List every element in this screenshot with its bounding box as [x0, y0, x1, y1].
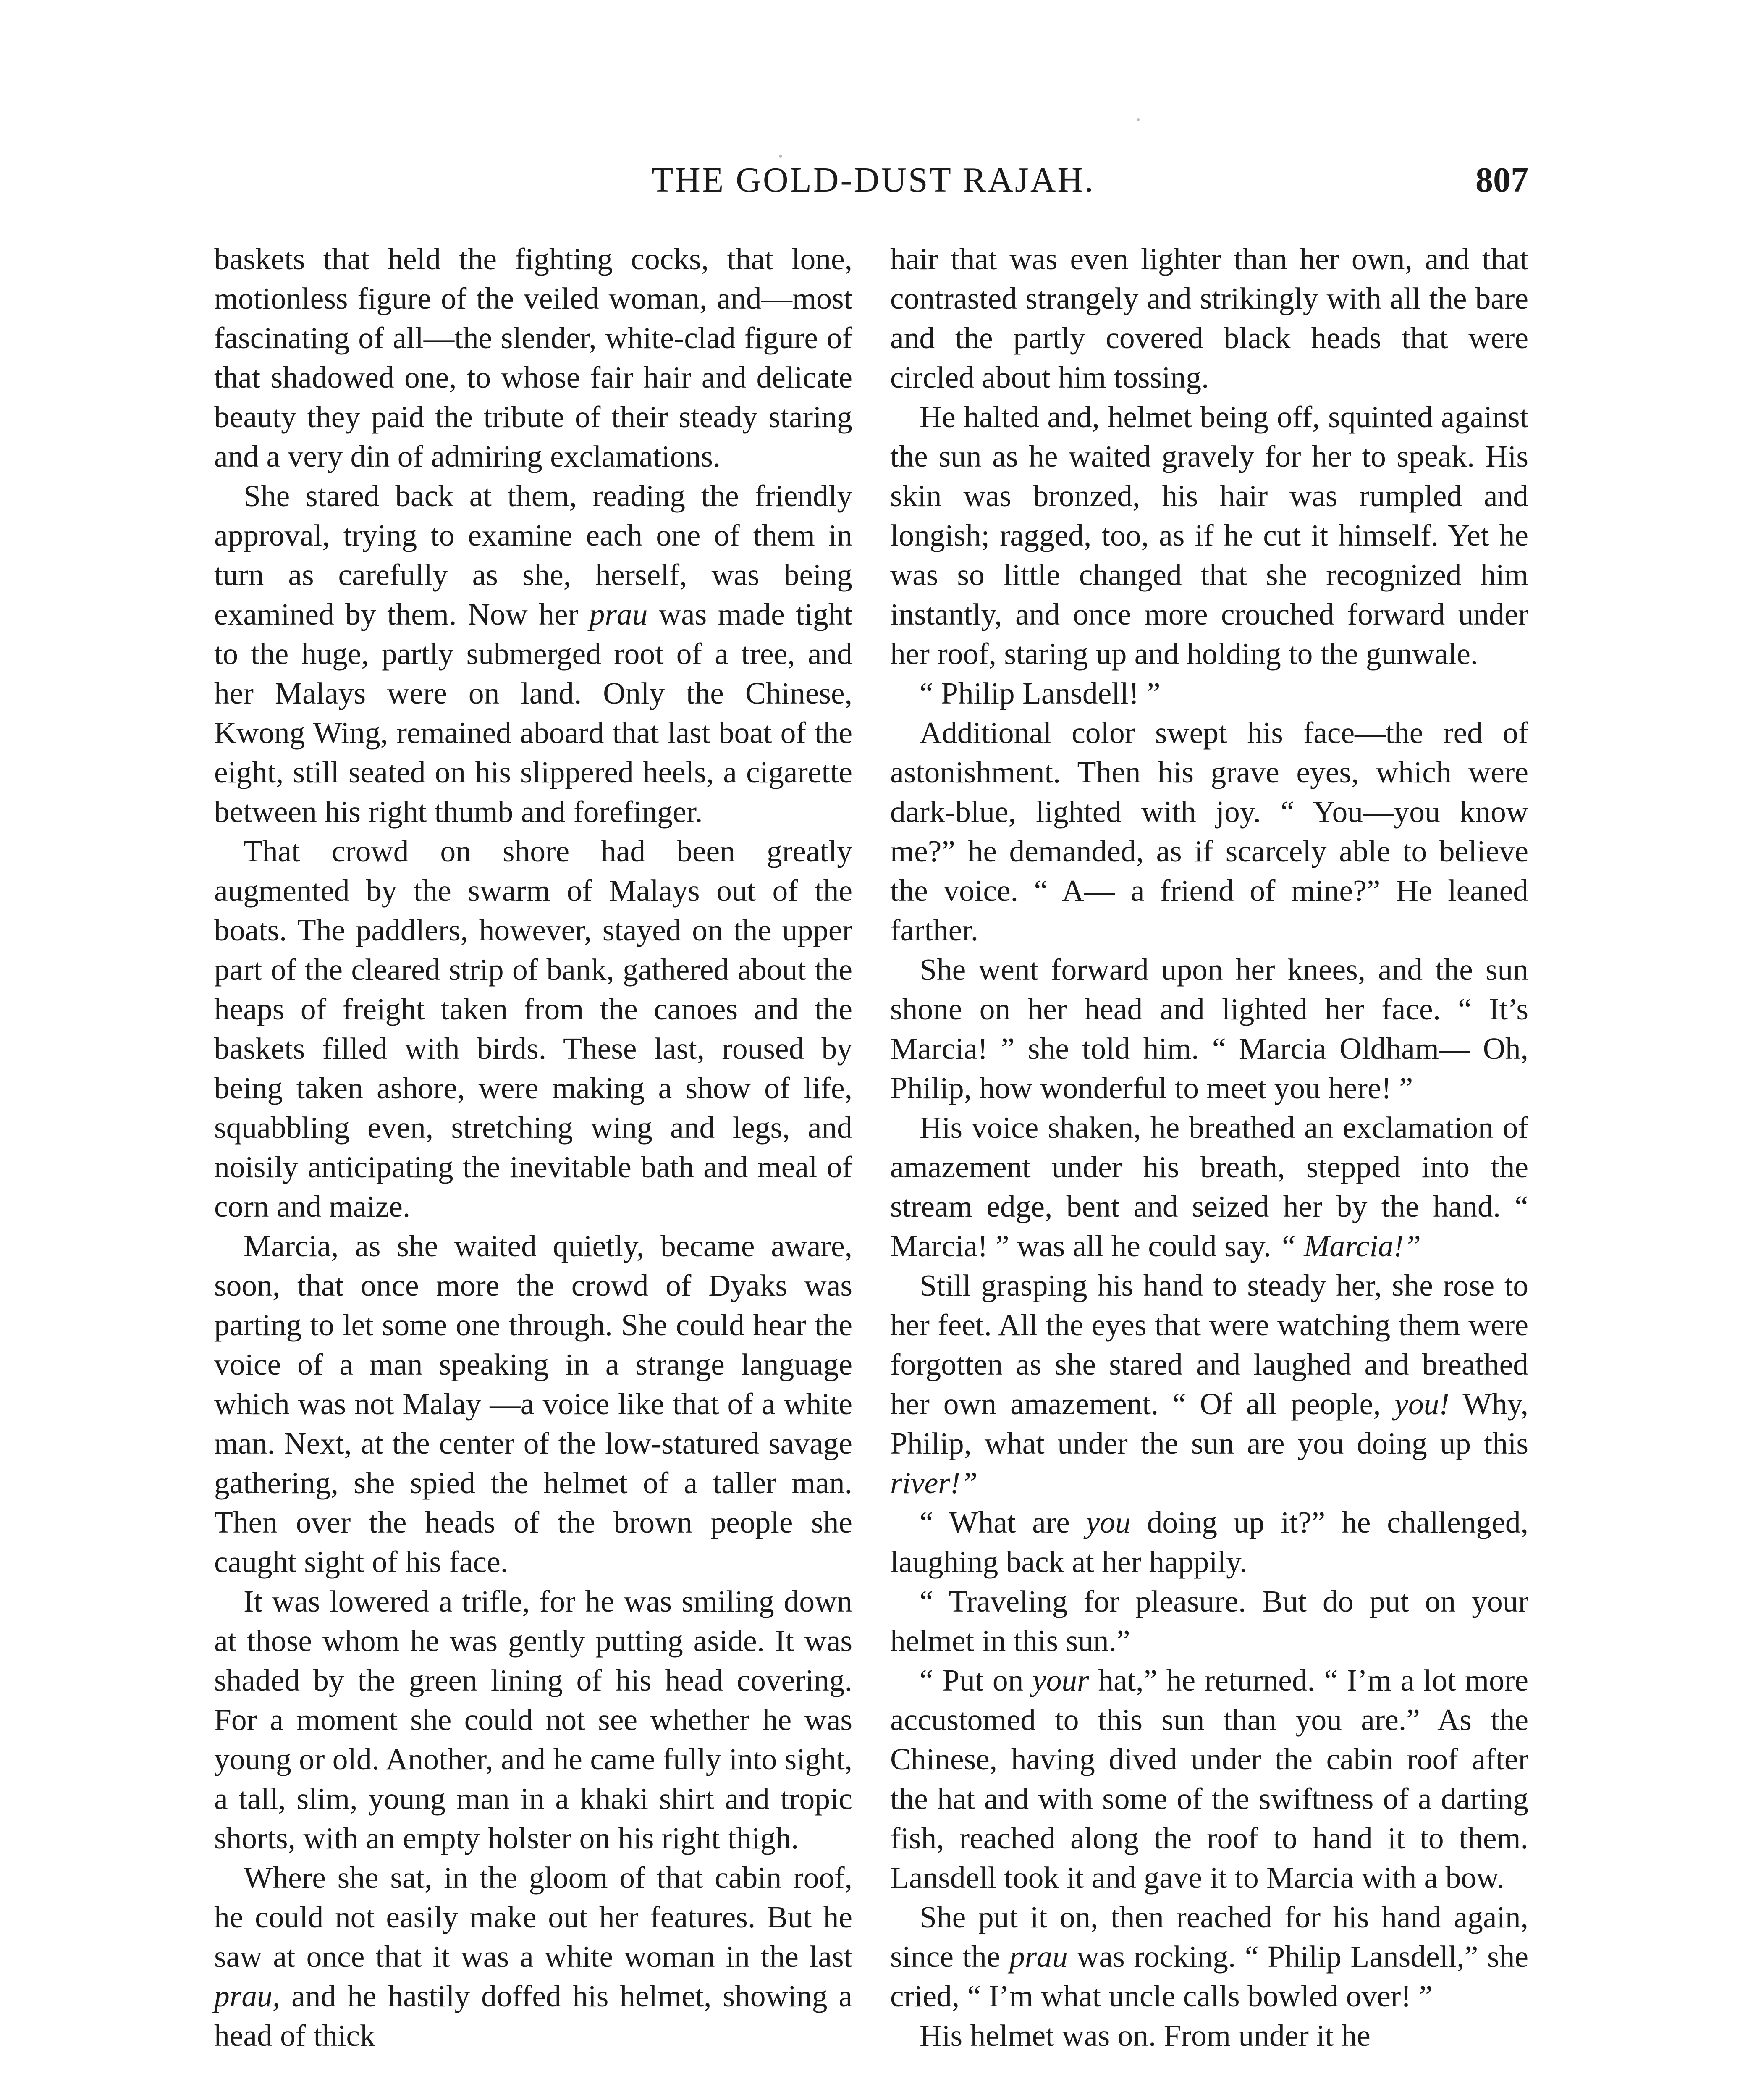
italic-word: prau [1009, 1940, 1068, 1974]
italic-word: “ Marcia!” [1279, 1229, 1421, 1263]
paragraph: Where she sat, in the gloom of that cabin roof, he could not easily make out her features. But he saw at once that it was a white woman in the last prau, and he hastily doffed his helmet, showing a head of thick [214, 1861, 852, 2053]
right-column [890, 239, 1528, 2100]
paragraph: She went forward upon her knees, and the sun shone on her head and lighted her face. “ It’s Marcia! ” she told him. “ Marcia Oldham— Oh, Philip, how wonderful to meet you here! ” [890, 953, 1528, 1105]
left-column [214, 239, 852, 2100]
paragraph: baskets that held the fighting cocks, that lone, motionless figure of the veiled woman, and—most fascinating of all—the slender, white-clad figure of that shadowed one, to whose fair hair and delicate beauty they paid the tribute of their steady staring and a very din of admiring exclamations. [214, 242, 852, 473]
italic-word: you [1086, 1505, 1131, 1539]
paragraph: “ What are you doing up it?” he challenged, laughing back at her happily. [890, 1505, 1528, 1579]
print-speck [1137, 118, 1140, 121]
italic-word: prau, [214, 1979, 280, 2013]
print-speck [779, 155, 782, 158]
paragraph: She stared back at them, reading the friendly approval, trying to examine each one of them in turn as carefully as she, herself, was being examined by them. Now her prau was made tight to the huge, partly submerged root of a tree, and her Malays were on land. Only the Chinese, Kwong Wing, remained aboard that last boat of the eight, still seated on his slippered heels, a cigarette between his right thumb and forefinger. [214, 479, 853, 829]
paragraph: Additional color swept his face—the red of astonishment. Then his grave eyes, which were dark-blue, lighted with joy. “ You—you know me?” he demanded, as if scarcely able to believe the voice. “ A— a friend of mine?” He leaned farther. [890, 716, 1528, 947]
paragraph: Still grasping his hand to steady her, she rose to her feet. All the eyes that were watching them were forgotten as she stared and laughed and breathed her own amazement. “ Of all people, you! Why, Philip, what under the sun are you doing up this river!” [890, 1268, 1528, 1500]
italic-word: river!” [890, 1466, 978, 1500]
running-title: THE GOLD-DUST RAJAH. [651, 160, 1095, 200]
paragraph: “ Traveling for pleasure. But do put on your helmet in this sun.” [890, 1584, 1528, 1658]
paragraph: That crowd on shore had been greatly augmented by the swarm of Malays out of the boats. The paddlers, however, stayed on the upper part of the cleared strip of bank, gathered about the heaps of freight taken from the canoes and the baskets filled with birds. These last, roused by being taken ashore, were making a show of life, squabbling even, stretching wing and legs, and noisily anticipating the inevitable bath and meal of corn and maize. [214, 834, 852, 1223]
paragraph: She put it on, then reached for his hand again, since the prau was rocking. “ Philip Lansdell,” she cried, “ I’m what uncle calls bowled over! ” [890, 1900, 1528, 2013]
paragraph: “ Philip Lansdell! ” [920, 676, 1161, 710]
italic-word: you! [1394, 1387, 1449, 1421]
paragraph: His helmet was on. From under it he [920, 2019, 1371, 2053]
italic-word: your [1032, 1663, 1089, 1697]
page-number: 807 [1475, 160, 1528, 200]
paragraph: hair that was even lighter than her own, and that contrasted strangely and strikingly with all the bare and the partly covered black heads that were circled about him tossing. [890, 242, 1528, 394]
paragraph: It was lowered a trifle, for he was smiling down at those whom he was gently putting aside. It was shaded by the green lining of his head covering. For a moment she could not see whether he was young or old. Another, and he came fully into sight, a tall, slim, young man in a khaki shirt and tropic shorts, with an empty holster on his right thigh. [214, 1584, 852, 1855]
paragraph: His voice shaken, he breathed an exclamation of amazement under his breath, stepped into the stream edge, bent and seized her by the hand. “ Marcia! ” was all he could say. “ Marcia!” [890, 1110, 1528, 1263]
paragraph: “ Put on your hat,” he returned. “ I’m a lot more accustomed to this sun than you are.” As the Chinese, having dived under the cabin roof after the hat and with some of the swiftness of a darting fish, reached along the roof to hand it to them. Lansdell took it and gave it to Marcia with a bow. [890, 1663, 1528, 1895]
paragraph: Marcia, as she waited quietly, became aware, soon, that once more the crowd of Dyaks was parting to let some one through. She could hear the voice of a man speaking in a strange language which was not Malay —a voice like that of a white man. Next, at the center of the low-statured savage gathering, she spied the helmet of a taller man. Then over the heads of the brown people she caught sight of his face. [214, 1229, 852, 1579]
page-header [218, 160, 1528, 206]
paragraph: He halted and, helmet being off, squinted against the sun as he waited gravely for her to speak. His skin was bronzed, his hair was rumpled and longish; ragged, too, as if he cut it himself. Yet he was so little changed that she recognized him instantly, and once more crouched forward under her roof, staring up and holding to the gunwale. [890, 400, 1528, 671]
italic-word: prau [589, 597, 648, 631]
